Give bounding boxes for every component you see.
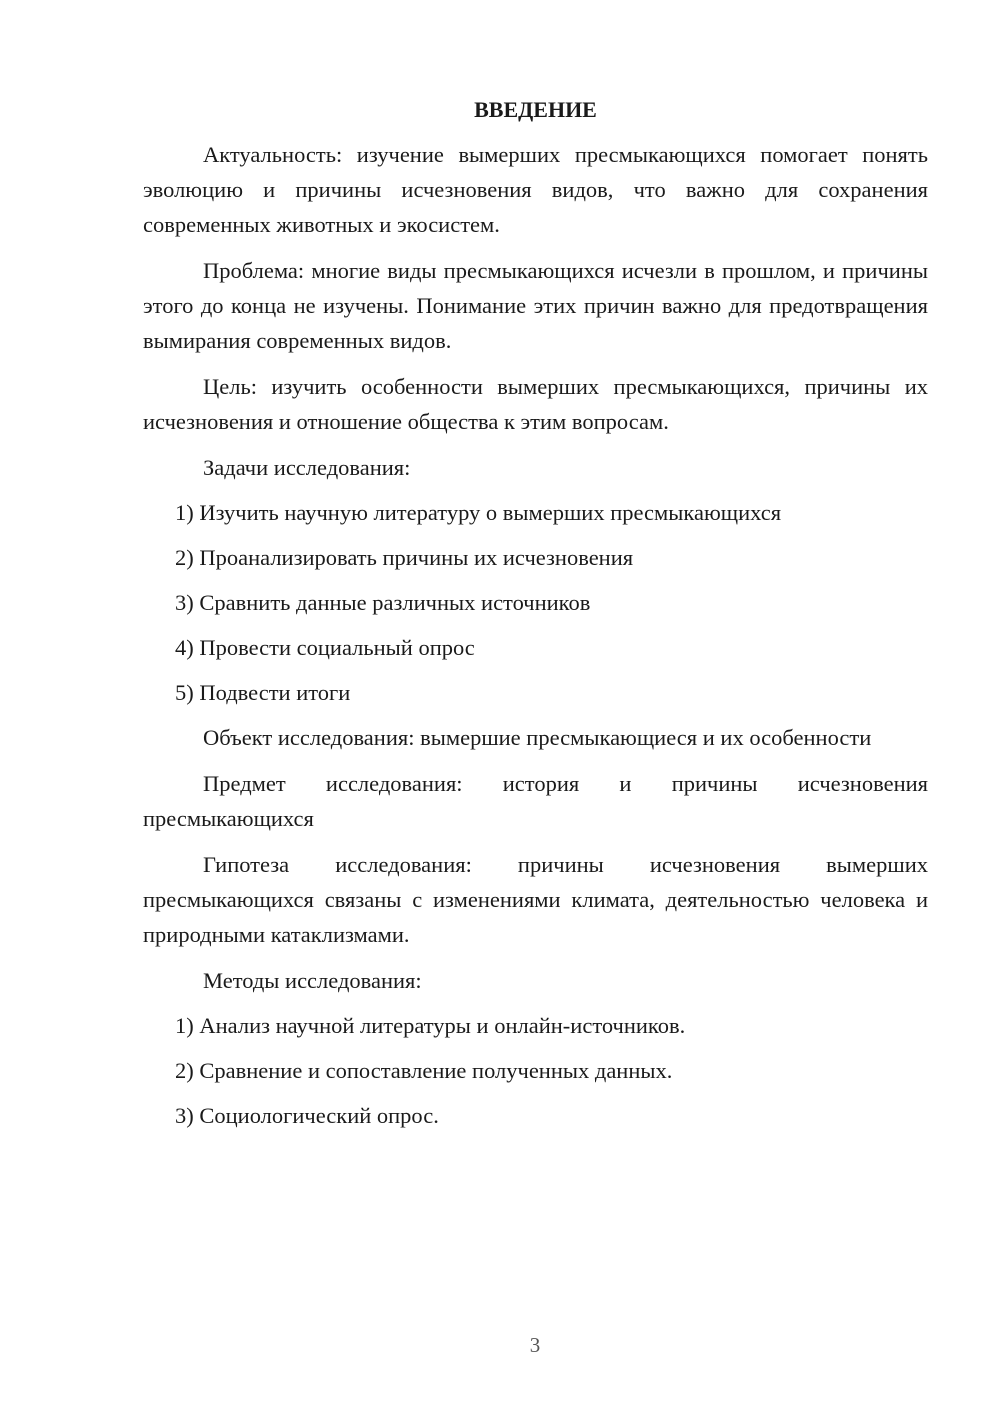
list-item: 5) Подвести итоги	[175, 680, 351, 705]
page-title: ВВЕДЕНИЕ	[474, 97, 597, 122]
subject-paragraph: Предмет исследования: история и причины исчезновения пресмыкающихся	[143, 771, 928, 831]
methods-list	[143, 1008, 928, 1133]
list-item: 1) Анализ научной литературы и онлайн-источников.	[175, 1013, 686, 1038]
tasks-list	[143, 495, 928, 710]
page-number: 3	[529, 1333, 541, 1357]
list-item: 1) Изучить научную литературу о вымерших пресмыкающихся	[175, 500, 782, 525]
page-content	[143, 92, 928, 1143]
problem-paragraph: Проблема: многие виды пресмыкающихся исчезли в прошлом, и причины этого до конца не изучены. Понимание этих причин важно для предотвращения вымирания современных видов.	[143, 258, 928, 353]
goal-paragraph: Цель: изучить особенности вымерших пресмыкающихся, причины их исчезновения и отношение общества к этим вопросам.	[143, 374, 928, 434]
list-item: 2) Сравнение и сопоставление полученных данных.	[175, 1058, 673, 1083]
tasks-heading: Задачи исследования:	[203, 455, 411, 480]
hypothesis-paragraph: Гипотеза исследования: причины исчезновения вымерших пресмыкающихся связаны с изменениями климата, деятельностью человека и природными катаклизмами.	[143, 852, 928, 947]
list-item: 3) Сравнить данные различных источников	[175, 590, 591, 615]
list-item: 4) Провести социальный опрос	[175, 635, 475, 660]
object-paragraph: Объект исследования: вымершие пресмыкающиеся и их особенности	[203, 725, 872, 750]
methods-heading: Методы исследования:	[203, 968, 422, 993]
list-item: 3) Социологический опрос.	[175, 1103, 439, 1128]
relevance-paragraph: Актуальность: изучение вымерших пресмыкающихся помогает понять эволюцию и причины исчезновения видов, что важно для сохранения современных животных и экосистем.	[143, 142, 928, 237]
list-item: 2) Проанализировать причины их исчезновения	[175, 545, 634, 570]
